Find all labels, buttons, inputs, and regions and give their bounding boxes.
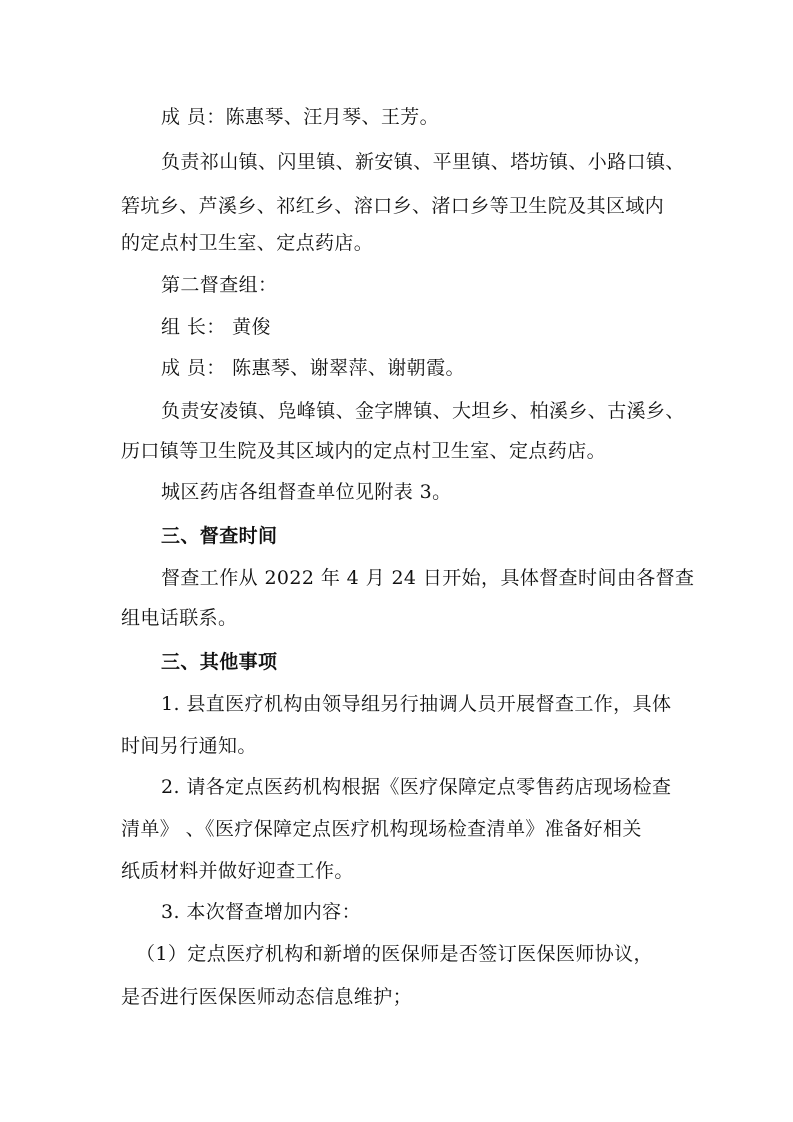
time-paragraph-line2: 组电话联系。 [121,607,238,629]
member-list-line: 成 员：陈惠琴、汪月琴、王芳。 [161,106,440,128]
section-heading-time: 三、督查时间 [161,525,278,547]
group2-members-line: 成 员： 陈惠琴、谢翠萍、谢朝霞。 [161,357,465,379]
item3-sub1-line1: （1）定点医疗机构和新增的医保师是否签订医保医师协议， [136,943,653,965]
item3-heading: 3. 本次督查增加内容： [161,901,361,923]
group2-responsibility-line2: 历口镇等卫生院及其区域内的定点村卫生室、定点药店。 [121,440,607,462]
item2-line3: 纸质材料并做好迎查工作。 [121,860,354,882]
item2-line1: 2. 请各定点医药机构根据《医疗保障定点零售药店现场检查 [161,776,672,798]
city-pharmacy-note: 城区药店各组督查单位见附表 3。 [161,481,452,503]
group1-responsibility-line1: 负责祁山镇、闪里镇、新安镇、平里镇、塔坊镇、小路口镇、 [161,151,685,173]
group2-leader-line: 组 长： 黄俊 [161,316,271,338]
item2-line2: 清单》 、《医疗保障定点医疗机构现场检查清单》准备好相关 [121,818,642,840]
second-group-heading: 第二督查组： [161,274,278,296]
time-paragraph-line1: 督查工作从 2022 年 4 月 24 日开始，具体督查时间由各督查 [161,567,695,589]
group2-responsibility-line1: 负责安凌镇、凫峰镇、金字牌镇、大坦乡、柏溪乡、古溪乡、 [161,400,685,422]
group1-responsibility-line2: 箬坑乡、芦溪乡、祁红乡、溶口乡、渚口乡等卫生院及其区域内 [121,195,665,217]
group1-responsibility-line3: 的定点村卫生室、定点药店。 [121,232,374,254]
item1-line2: 时间另行通知。 [121,735,257,757]
item3-sub1-line2: 是否进行医保医师动态信息维护； [121,986,413,1008]
item1-line1: 1. 县直医疗机构由领导组另行抽调人员开展督查工作，具体 [161,693,672,715]
section-heading-other: 三、其他事项 [161,651,278,673]
